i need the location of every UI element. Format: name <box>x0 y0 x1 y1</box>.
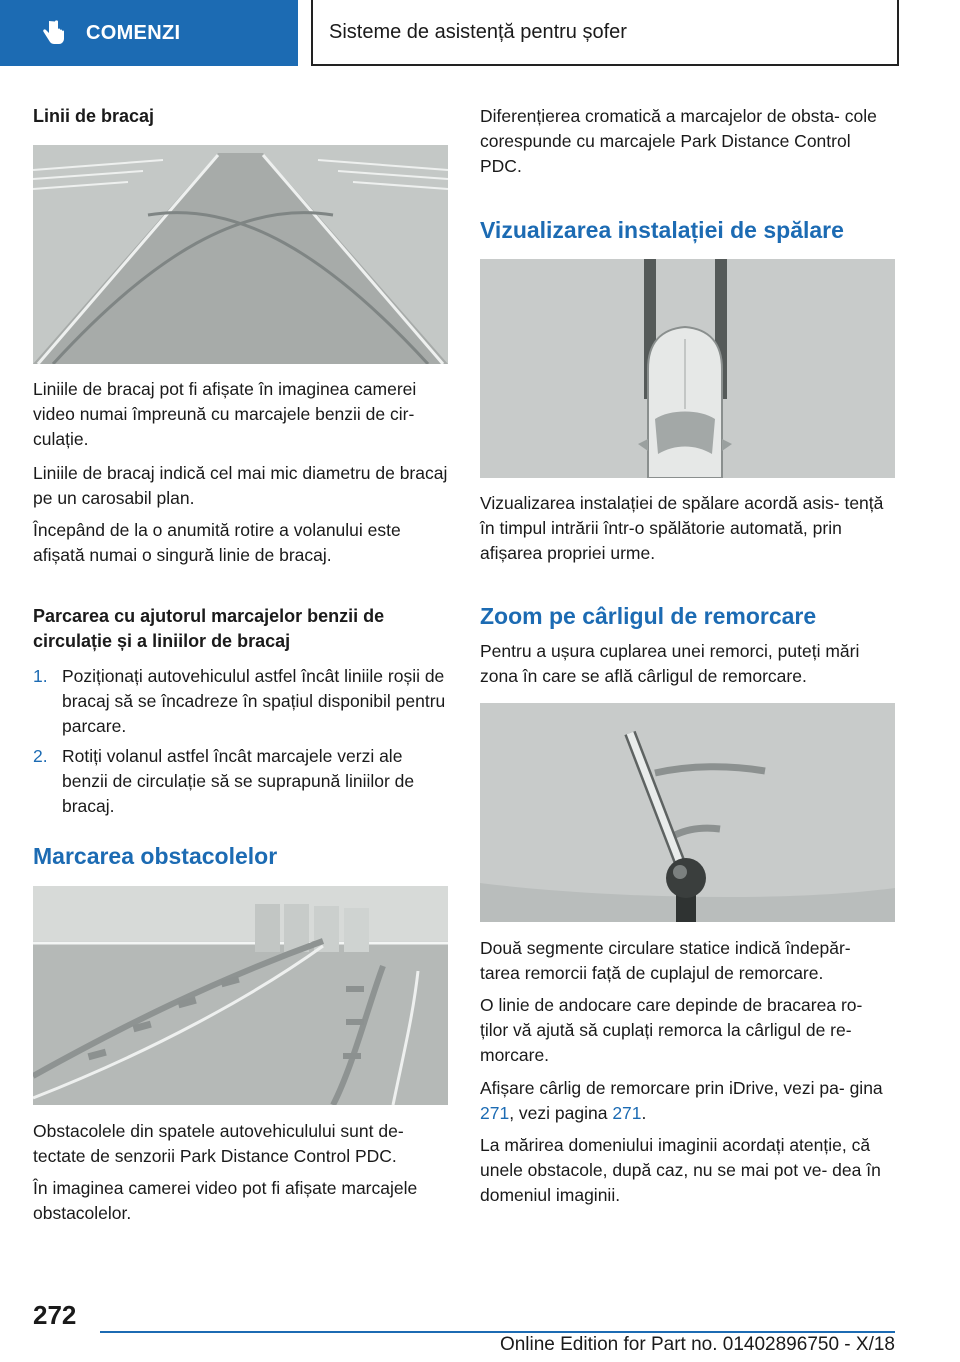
section-tab-label: COMENZI <box>86 21 181 44</box>
turn-lines-paragraph-1: Liniile de bracaj pot fi afișate în imaginea camerei video numai împreună cu marcajele benzii de cir‐ culație. <box>33 379 417 449</box>
list-item-number: 2. <box>33 746 48 766</box>
idrive-text-start: Afișare cârlig de remorcare prin iDrive, vezi pa‐ gina <box>480 1078 883 1098</box>
list-item-text: Poziționați autovehiculul astfel încât liniile roșii de bracaj să se încadreze în spațiul disponibil pentru parcare. <box>62 666 446 736</box>
pdc-colors-paragraph: Diferențierea cromatică a marcajelor de obsta‐ cole corespunde cu marcajele Park Distance Control PDC. <box>480 106 877 176</box>
heading-wash-view: Vizualizarea instalației de spălare <box>480 217 844 243</box>
edition-label: Online Edition for Part no. 01402896750 - X/18 <box>499 1334 895 1355</box>
page-number: 272 <box>33 1300 77 1330</box>
list-item-text: Rotiți volanul astfel încât marcajele verzi ale benzii de circulație să se suprapună liniilor de bracaj. <box>62 746 415 816</box>
trailer-hitch-figure <box>480 703 895 922</box>
heading-hitch-zoom: Zoom pe cârligul de remorcare <box>480 603 817 629</box>
chapter-title-box <box>311 0 899 66</box>
subheading-parking: Parcarea cu ajutorul marcajelor benzii de circulație și a liniilor de bracaj <box>33 606 385 651</box>
page-link-271[interactable]: 271 <box>480 1103 510 1123</box>
footer-divider <box>100 1331 895 1333</box>
obstacles-paragraph-2: În imaginea camerei video pot fi afișate marcajele obstacolelor. <box>33 1178 418 1223</box>
hand-pointer-icon <box>40 19 66 47</box>
wash-view-paragraph: Vizualizarea instalației de spălare acordă asis‐ tență în timpul intrării într-o spălătorie automată, prin afișarea propriei urme. <box>480 493 884 563</box>
zoom-warning-paragraph: La mărirea domeniului imaginii acordați atenție, că unele obstacole, după caz, nu se mai pot ve‐ dea în domeniul imaginii. <box>480 1135 881 1205</box>
idrive-text-mid: , vezi pagina <box>509 1103 613 1123</box>
hitch-segments-paragraph: Două segmente circulare statice indică îndepăr‐ tarea remorcii față de cuplajul de remorcare. <box>480 938 851 983</box>
heading-turn-lines: Linii de bracaj <box>33 106 155 126</box>
turn-lines-paragraph-2: Liniile de bracaj indică cel mai mic diametru de bracaj pe un carosabil plan. <box>33 463 448 508</box>
page-link-271[interactable]: 271 <box>612 1103 642 1123</box>
list-item-number: 1. <box>33 666 48 686</box>
docking-line-paragraph: O linie de andocare care depinde de bracarea ro‐ ților vă ajută să cuplați remorca la cârligul de re‐ morcare. <box>480 995 863 1065</box>
car-wash-figure <box>480 259 895 478</box>
hitch-zoom-intro: Pentru a ușura cuplarea unei remorci, puteți mări zona în care se află cârligul de remorcare. <box>480 641 860 686</box>
turn-lines-figure <box>33 145 448 364</box>
idrive-text-end: . <box>641 1103 647 1123</box>
heading-obstacles: Marcarea obstacolelor <box>33 843 278 869</box>
obstacles-paragraph-1: Obstacolele din spatele autovehiculului sunt de‐ tectate de senzorii Park Distance Control PDC. <box>33 1121 404 1166</box>
idrive-paragraph <box>480 1076 895 1126</box>
turn-lines-paragraph-3: Începând de la o anumită rotire a volanului este afișată numai o singură linie de bracaj. <box>33 520 401 565</box>
chapter-title: Sisteme de asistență pentru șofer <box>329 20 627 43</box>
obstacle-markers-figure <box>33 886 448 1105</box>
section-tab[interactable] <box>0 0 298 66</box>
